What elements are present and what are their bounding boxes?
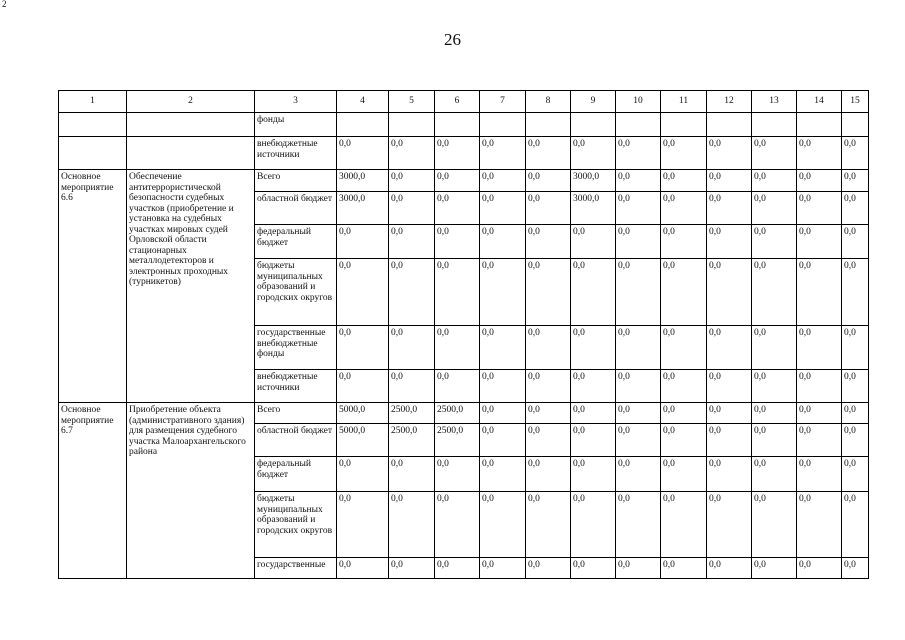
value-cell xyxy=(616,113,661,137)
value-cell: 0,0 xyxy=(571,558,616,579)
column-header: 8 xyxy=(526,91,571,113)
value-cell: 0,0 xyxy=(707,492,752,558)
value-cell: 0,0 xyxy=(797,326,842,370)
value-cell: 0,0 xyxy=(797,492,842,558)
value-cell: 0,0 xyxy=(707,192,752,225)
value-cell: 0,0 xyxy=(707,403,752,424)
corner-mark: 2 xyxy=(2,0,7,9)
value-cell: 0,0 xyxy=(616,370,661,403)
value-cell: 0,0 xyxy=(480,170,526,192)
value-cell: 0,0 xyxy=(480,558,526,579)
page-number: 26 xyxy=(444,30,461,49)
column-header: 4 xyxy=(337,91,389,113)
value-cell: 0,0 xyxy=(571,326,616,370)
value-cell: 0,0 xyxy=(661,403,707,424)
value-cell: 0,0 xyxy=(337,558,389,579)
header-row xyxy=(59,91,869,113)
value-cell: 0,0 xyxy=(480,137,526,170)
value-cell: 0,0 xyxy=(389,170,435,192)
column-header: 12 xyxy=(707,91,752,113)
value-cell: 0,0 xyxy=(616,492,661,558)
value-cell xyxy=(661,113,707,137)
value-cell xyxy=(752,113,797,137)
value-cell: 0,0 xyxy=(842,170,869,192)
value-cell: 0,0 xyxy=(661,225,707,259)
value-cell: 3000,0 xyxy=(571,192,616,225)
value-cell: 0,0 xyxy=(842,326,869,370)
value-cell: 0,0 xyxy=(526,457,571,492)
event-description-cell xyxy=(127,137,255,170)
value-cell: 0,0 xyxy=(842,225,869,259)
value-cell: 0,0 xyxy=(526,225,571,259)
funding-source-cell: федеральный бюджет xyxy=(255,457,337,492)
value-cell: 0,0 xyxy=(616,424,661,457)
value-cell: 0,0 xyxy=(707,424,752,457)
value-cell: 0,0 xyxy=(337,370,389,403)
funding-source-cell: Всего xyxy=(255,170,337,192)
value-cell: 0,0 xyxy=(337,225,389,259)
value-cell: 0,0 xyxy=(389,457,435,492)
column-header: 13 xyxy=(752,91,797,113)
value-cell: 0,0 xyxy=(435,558,480,579)
value-cell: 0,0 xyxy=(435,225,480,259)
value-cell xyxy=(842,113,869,137)
value-cell: 0,0 xyxy=(435,370,480,403)
column-header: 5 xyxy=(389,91,435,113)
value-cell: 0,0 xyxy=(707,259,752,326)
column-header: 10 xyxy=(616,91,661,113)
value-cell: 0,0 xyxy=(661,326,707,370)
value-cell: 0,0 xyxy=(707,558,752,579)
event-description-cell xyxy=(127,113,255,137)
value-cell: 0,0 xyxy=(435,192,480,225)
value-cell: 0,0 xyxy=(661,492,707,558)
value-cell: 0,0 xyxy=(571,370,616,403)
value-cell: 0,0 xyxy=(389,370,435,403)
value-cell: 0,0 xyxy=(842,457,869,492)
value-cell: 0,0 xyxy=(337,137,389,170)
value-cell: 0,0 xyxy=(752,424,797,457)
value-cell: 0,0 xyxy=(842,424,869,457)
table-row xyxy=(59,170,869,192)
value-cell: 0,0 xyxy=(435,492,480,558)
table-row xyxy=(59,403,869,424)
column-header: 7 xyxy=(480,91,526,113)
value-cell: 0,0 xyxy=(616,170,661,192)
value-cell: 0,0 xyxy=(752,225,797,259)
column-header: 2 xyxy=(127,91,255,113)
value-cell: 3000,0 xyxy=(337,170,389,192)
value-cell: 3000,0 xyxy=(337,192,389,225)
value-cell: 0,0 xyxy=(526,137,571,170)
value-cell: 0,0 xyxy=(752,192,797,225)
event-code-cell xyxy=(59,113,127,137)
value-cell: 0,0 xyxy=(526,558,571,579)
funding-source-cell: фонды xyxy=(255,113,337,137)
funding-source-cell: областной бюджет xyxy=(255,424,337,457)
value-cell: 0,0 xyxy=(616,259,661,326)
event-code-cell: Основное мероприятие 6.6 xyxy=(59,170,127,403)
value-cell: 0,0 xyxy=(389,259,435,326)
funding-source-cell: государственные внебюджетные фонды xyxy=(255,326,337,370)
value-cell: 0,0 xyxy=(707,370,752,403)
value-cell: 0,0 xyxy=(661,370,707,403)
value-cell: 0,0 xyxy=(797,170,842,192)
column-header: 1 xyxy=(59,91,127,113)
value-cell: 0,0 xyxy=(752,370,797,403)
value-cell: 0,0 xyxy=(435,457,480,492)
value-cell: 0,0 xyxy=(842,137,869,170)
value-cell: 0,0 xyxy=(337,457,389,492)
value-cell: 0,0 xyxy=(661,424,707,457)
value-cell: 0,0 xyxy=(480,457,526,492)
value-cell: 0,0 xyxy=(661,192,707,225)
value-cell: 0,0 xyxy=(797,370,842,403)
value-cell: 0,0 xyxy=(752,326,797,370)
value-cell: 0,0 xyxy=(571,424,616,457)
value-cell: 0,0 xyxy=(435,326,480,370)
value-cell: 0,0 xyxy=(389,558,435,579)
value-cell: 0,0 xyxy=(842,558,869,579)
value-cell xyxy=(571,113,616,137)
value-cell: 2500,0 xyxy=(435,403,480,424)
column-header: 11 xyxy=(661,91,707,113)
funding-source-cell: областной бюджет xyxy=(255,192,337,225)
value-cell: 3000,0 xyxy=(571,170,616,192)
value-cell: 0,0 xyxy=(842,192,869,225)
value-cell: 0,0 xyxy=(480,424,526,457)
funding-source-cell: бюджеты муниципальных образований и городских округов xyxy=(255,259,337,326)
value-cell: 0,0 xyxy=(389,137,435,170)
value-cell: 0,0 xyxy=(616,457,661,492)
value-cell: 0,0 xyxy=(337,259,389,326)
value-cell: 0,0 xyxy=(480,492,526,558)
value-cell: 0,0 xyxy=(661,259,707,326)
value-cell: 0,0 xyxy=(661,170,707,192)
value-cell: 5000,0 xyxy=(337,403,389,424)
value-cell: 0,0 xyxy=(797,424,842,457)
value-cell: 0,0 xyxy=(480,192,526,225)
value-cell: 0,0 xyxy=(752,403,797,424)
value-cell: 0,0 xyxy=(797,457,842,492)
value-cell: 5000,0 xyxy=(337,424,389,457)
funding-source-cell: внебюджетные источники xyxy=(255,137,337,170)
value-cell: 0,0 xyxy=(480,259,526,326)
value-cell xyxy=(337,113,389,137)
value-cell: 0,0 xyxy=(797,403,842,424)
value-cell xyxy=(435,113,480,137)
column-header: 15 xyxy=(842,91,869,113)
value-cell xyxy=(797,113,842,137)
value-cell: 0,0 xyxy=(480,225,526,259)
value-cell: 0,0 xyxy=(571,457,616,492)
value-cell: 0,0 xyxy=(797,192,842,225)
value-cell: 0,0 xyxy=(571,137,616,170)
funding-source-cell: государственные xyxy=(255,558,337,579)
value-cell: 2500,0 xyxy=(389,424,435,457)
value-cell: 0,0 xyxy=(526,403,571,424)
event-code-cell xyxy=(59,137,127,170)
value-cell: 0,0 xyxy=(707,326,752,370)
value-cell: 0,0 xyxy=(616,326,661,370)
value-cell: 0,0 xyxy=(616,225,661,259)
value-cell xyxy=(707,113,752,137)
funding-source-cell: бюджеты муниципальных образований и городских округов xyxy=(255,492,337,558)
column-header: 6 xyxy=(435,91,480,113)
value-cell: 0,0 xyxy=(616,192,661,225)
value-cell: 0,0 xyxy=(842,259,869,326)
value-cell: 0,0 xyxy=(752,137,797,170)
value-cell: 0,0 xyxy=(389,326,435,370)
value-cell: 0,0 xyxy=(389,492,435,558)
value-cell: 0,0 xyxy=(526,192,571,225)
value-cell: 0,0 xyxy=(480,403,526,424)
value-cell: 0,0 xyxy=(616,558,661,579)
value-cell: 0,0 xyxy=(480,326,526,370)
value-cell: 0,0 xyxy=(526,492,571,558)
value-cell: 0,0 xyxy=(752,457,797,492)
value-cell: 0,0 xyxy=(616,137,661,170)
value-cell: 0,0 xyxy=(752,259,797,326)
value-cell xyxy=(526,113,571,137)
value-cell: 0,0 xyxy=(797,259,842,326)
value-cell: 0,0 xyxy=(616,403,661,424)
funding-source-cell: внебюджетные источники xyxy=(255,370,337,403)
value-cell: 0,0 xyxy=(797,558,842,579)
funding-source-cell: федеральный бюджет xyxy=(255,225,337,259)
column-header: 3 xyxy=(255,91,337,113)
event-description-cell: Обеспечение антитеррористической безопасности судебных участков (приобретение и установка на судебных участках мировых судей Орловской области стационарных металлодетекторов и электронных проходных (турникетов) xyxy=(127,170,255,403)
value-cell: 0,0 xyxy=(571,225,616,259)
value-cell: 0,0 xyxy=(435,137,480,170)
funding-source-cell: Всего xyxy=(255,403,337,424)
value-cell: 0,0 xyxy=(480,370,526,403)
value-cell: 0,0 xyxy=(571,492,616,558)
value-cell: 0,0 xyxy=(707,225,752,259)
value-cell: 0,0 xyxy=(797,137,842,170)
value-cell: 0,0 xyxy=(797,225,842,259)
value-cell: 0,0 xyxy=(842,403,869,424)
value-cell: 0,0 xyxy=(526,326,571,370)
value-cell: 0,0 xyxy=(435,259,480,326)
value-cell: 0,0 xyxy=(661,558,707,579)
value-cell xyxy=(480,113,526,137)
value-cell xyxy=(389,113,435,137)
value-cell: 0,0 xyxy=(661,457,707,492)
value-cell: 0,0 xyxy=(389,192,435,225)
value-cell: 0,0 xyxy=(661,137,707,170)
value-cell: 0,0 xyxy=(526,424,571,457)
table-row xyxy=(59,137,869,170)
value-cell: 0,0 xyxy=(752,170,797,192)
column-header: 9 xyxy=(571,91,616,113)
value-cell: 0,0 xyxy=(526,259,571,326)
value-cell: 0,0 xyxy=(526,370,571,403)
event-description-cell: Приобретение объекта (административного здания) для размещения судебного участка Малоархангельского района xyxy=(127,403,255,579)
value-cell: 2500,0 xyxy=(389,403,435,424)
column-header: 14 xyxy=(797,91,842,113)
value-cell: 0,0 xyxy=(707,137,752,170)
value-cell: 0,0 xyxy=(571,259,616,326)
value-cell: 0,0 xyxy=(842,492,869,558)
value-cell: 0,0 xyxy=(571,403,616,424)
value-cell: 0,0 xyxy=(707,457,752,492)
value-cell: 0,0 xyxy=(707,170,752,192)
value-cell: 0,0 xyxy=(842,370,869,403)
value-cell: 0,0 xyxy=(752,492,797,558)
value-cell: 0,0 xyxy=(337,326,389,370)
value-cell: 0,0 xyxy=(435,170,480,192)
value-cell: 0,0 xyxy=(526,170,571,192)
budget-table xyxy=(58,90,869,579)
value-cell: 0,0 xyxy=(389,225,435,259)
value-cell: 0,0 xyxy=(337,492,389,558)
table-row xyxy=(59,113,869,137)
event-code-cell: Основное мероприятие 6.7 xyxy=(59,403,127,579)
value-cell: 0,0 xyxy=(752,558,797,579)
value-cell: 2500,0 xyxy=(435,424,480,457)
